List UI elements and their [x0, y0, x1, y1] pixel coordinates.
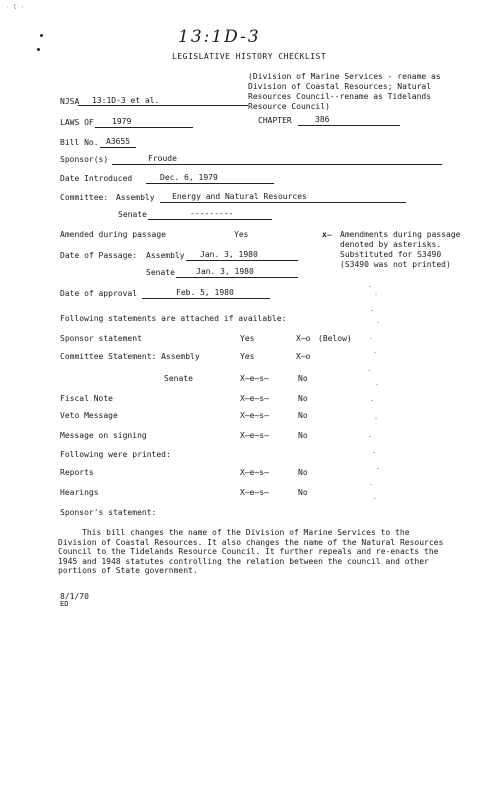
header-note: [248, 72, 441, 112]
amended-no-mark: x̶: [322, 230, 332, 239]
bill-label: Bill No.: [60, 138, 99, 147]
amended-note-line: (S3490 was not printed): [340, 260, 451, 269]
chapter-label: CHAPTER: [258, 116, 292, 125]
footer-initials: ED: [60, 600, 69, 608]
amended-note-line: Amendments during passage: [340, 230, 461, 239]
amended-yes: Yes: [234, 230, 249, 239]
amended-label: Amended during passage: [60, 230, 166, 239]
page-title: LEGISLATIVE HISTORY CHECKLIST: [172, 52, 327, 61]
statement-row-label: Senate: [164, 374, 193, 383]
date-introduced-label: Date Introduced: [60, 174, 133, 183]
statement-row-note: (Below): [318, 334, 352, 343]
header-note-line: (Division of Marine Services - rename as: [248, 72, 441, 81]
sponsor-value: Froude: [148, 154, 177, 163]
approval-label: Date of approval: [60, 289, 138, 298]
header-note-line: Division of Coastal Resources; Natural: [248, 82, 432, 91]
statement-row-yes: X̶e̶s̶: [240, 431, 269, 440]
statement-row-no: X̶o: [296, 352, 311, 361]
printed-row-no: No: [298, 488, 308, 497]
statement-row-label: Veto Message: [60, 411, 118, 420]
passage-senate-value: Jan. 3, 1980: [196, 267, 254, 276]
handwritten-number: 13:1D-3: [178, 27, 261, 47]
passage-assembly-label: Assembly: [146, 251, 185, 260]
statement-row-no: No: [298, 431, 308, 440]
statement-row-yes: X̶e̶s̶: [240, 374, 269, 383]
chapter-value: 386: [315, 115, 330, 124]
scan-speckles: [365, 280, 385, 510]
committee-senate-label: Senate: [118, 210, 147, 219]
date-passage-label: Date of Passage:: [60, 251, 138, 260]
sponsor-statement-label: Sponsor's statement:: [60, 508, 157, 517]
committee-senate-value: ---------: [190, 209, 234, 218]
statement-row-label: Sponsor statement: [60, 334, 142, 343]
sponsor-statement-text: This bill changes the name of the Division of Marine Services to the Division of Coastal Resources. It also changes the name of the Natural Resources Council to the Tidelands Resource Council. It further repeals and re-enacts the 1945 and 1948 statutes controlling the relation between the council and other portions of State government.: [58, 528, 444, 576]
bill-value: A3655: [106, 137, 131, 146]
amended-note-line: denoted by asterisks.: [340, 240, 442, 249]
sponsor-label: Sponsor(s): [60, 155, 109, 164]
statement-row-yes: Yes: [240, 352, 255, 361]
statement-row-yes: X̶e̶s̶: [240, 411, 269, 420]
footer-date-mark: 8/1/70: [60, 592, 89, 601]
header-note-line: Resources Council--rename as Tidelands: [248, 92, 432, 101]
statement-row-label: Message on signing: [60, 431, 147, 440]
statement-row-no: No: [298, 374, 308, 383]
laws-of-label: LAWS OF: [60, 118, 94, 127]
njsa-label: NJSA: [60, 97, 80, 106]
printed-row-label: Reports: [60, 468, 94, 477]
printed-intro: Following were printed:: [60, 450, 171, 459]
decorative-dot: [40, 34, 43, 37]
printed-row-no: No: [298, 468, 308, 477]
laws-of-value: 1979: [112, 117, 132, 126]
committee-assembly-value: Energy and Natural Resources: [172, 192, 307, 201]
header-note-line: Resource Council): [248, 102, 330, 111]
passage-senate-label: Senate: [146, 268, 175, 277]
statement-row-yes: Yes: [240, 334, 255, 343]
amended-note-line: Substituted for S3490: [340, 250, 442, 259]
statement-row-no: X̶o: [296, 334, 311, 343]
statement-row-label: Fiscal Note: [60, 394, 113, 403]
statements-intro: Following statements are attached if available:: [60, 314, 287, 323]
decorative-dot: [37, 48, 40, 51]
statement-row-no: No: [298, 411, 308, 420]
printed-row-label: Hearings: [60, 488, 99, 497]
passage-assembly-value: Jan. 3, 1980: [200, 250, 258, 259]
approval-value: Feb. 5, 1980: [176, 288, 234, 297]
amended-note: [340, 230, 460, 270]
date-introduced-value: Dec. 6, 1979: [160, 173, 218, 182]
committee-assembly-label: Assembly: [116, 193, 155, 202]
corner-mark: · l ·: [6, 4, 25, 11]
printed-row-yes: X̶e̶s̶: [240, 488, 269, 497]
statement-row-no: No: [298, 394, 308, 403]
statement-row-yes: X̶e̶s̶: [240, 394, 269, 403]
printed-row-yes: X̶e̶s̶: [240, 468, 269, 477]
statement-row-label: Committee Statement: Assembly: [60, 352, 200, 361]
njsa-value: 13:1D-3 et al.: [92, 96, 160, 105]
committee-label: Committee:: [60, 193, 109, 202]
